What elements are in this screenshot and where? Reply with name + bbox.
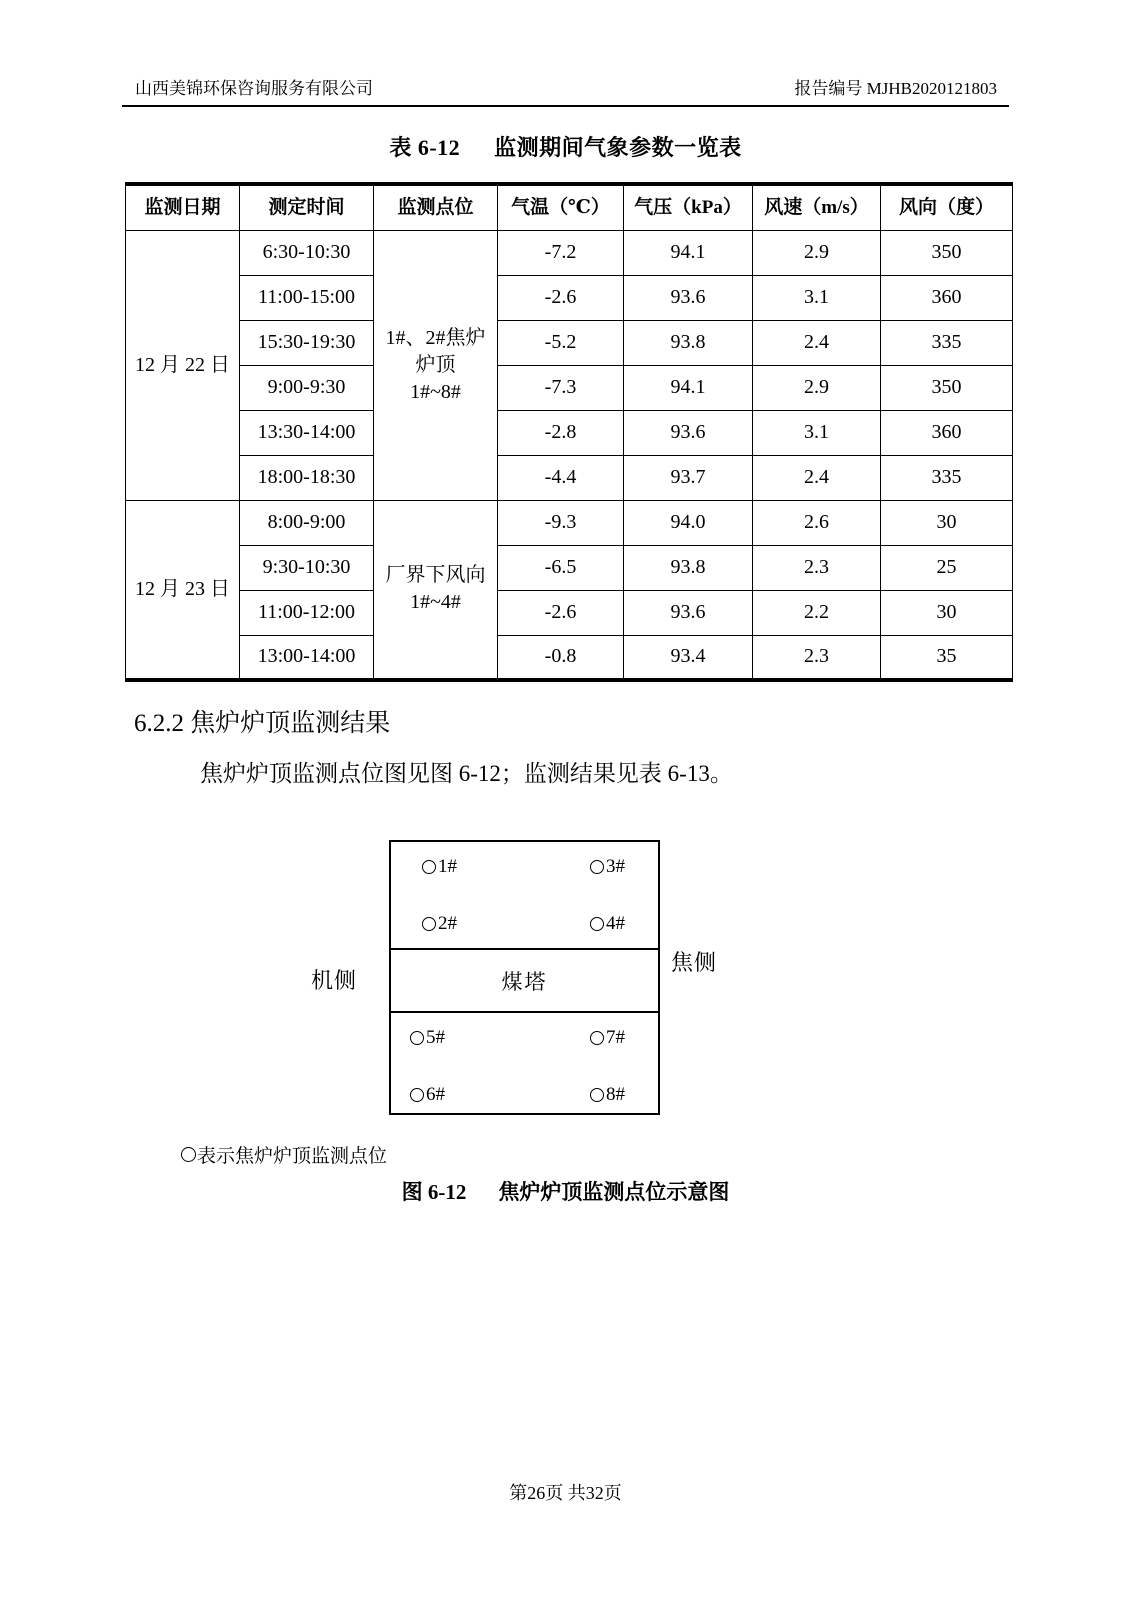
point-label: 7# <box>606 1027 625 1048</box>
time-cell: 13:30-14:00 <box>240 410 374 455</box>
monitor-point-4 <box>590 913 625 935</box>
time-cell: 9:00-9:30 <box>240 365 374 410</box>
pressure-cell: 94.1 <box>624 230 753 275</box>
temp-cell: -0.8 <box>498 635 624 680</box>
point-circle-icon <box>590 1031 604 1045</box>
wind-dir-cell: 360 <box>881 275 1013 320</box>
monitor-point-3 <box>590 856 625 878</box>
pressure-cell: 93.8 <box>624 545 753 590</box>
col-header-pressure: 气压（kPa） <box>624 184 753 230</box>
table-row <box>126 635 1013 680</box>
temp-cell: -2.6 <box>498 275 624 320</box>
figure-caption <box>0 1176 1131 1206</box>
wind-dir-cell: 35 <box>881 635 1013 680</box>
temp-cell: -7.2 <box>498 230 624 275</box>
time-cell: 8:00-9:00 <box>240 500 374 545</box>
table-title-text: 监测期间气象参数一览表 <box>494 135 742 160</box>
diagram-divider-bottom <box>391 1011 658 1013</box>
point-label: 5# <box>426 1027 445 1048</box>
monitor-point-8 <box>590 1084 625 1106</box>
table-row <box>126 365 1013 410</box>
pressure-cell: 93.6 <box>624 410 753 455</box>
site-line: 1#~8# <box>410 380 461 403</box>
pressure-cell: 93.4 <box>624 635 753 680</box>
table-row <box>126 410 1013 455</box>
legend-text: 表示焦炉炉顶监测点位 <box>197 1146 388 1167</box>
temp-cell: -4.4 <box>498 455 624 500</box>
figure-legend <box>181 1141 387 1168</box>
wind-speed-cell: 2.4 <box>753 320 881 365</box>
table-row <box>126 320 1013 365</box>
time-cell: 11:00-15:00 <box>240 275 374 320</box>
wind-speed-cell: 3.1 <box>753 275 881 320</box>
table-row <box>126 545 1013 590</box>
temp-cell: -6.5 <box>498 545 624 590</box>
temp-cell: -7.3 <box>498 365 624 410</box>
page-header <box>122 72 1009 107</box>
pressure-cell: 94.1 <box>624 365 753 410</box>
header-row <box>126 184 1013 230</box>
table-row <box>126 230 1013 275</box>
point-label: 2# <box>438 913 457 934</box>
coke-side-label: 焦侧 <box>671 950 718 975</box>
time-cell: 9:30-10:30 <box>240 545 374 590</box>
wind-dir-cell: 25 <box>881 545 1013 590</box>
wind-speed-cell: 2.2 <box>753 590 881 635</box>
monitor-point-5 <box>410 1027 445 1049</box>
table-row <box>126 455 1013 500</box>
wind-dir-cell: 335 <box>881 455 1013 500</box>
site-line: 1#~4# <box>410 591 461 614</box>
page-footer: 第26页 共32页 <box>509 1483 622 1503</box>
pressure-cell: 94.0 <box>624 500 753 545</box>
wind-speed-cell: 2.9 <box>753 365 881 410</box>
monitor-point-1 <box>422 856 457 878</box>
table-row <box>126 590 1013 635</box>
col-header-temp: 气温（℃） <box>498 184 624 230</box>
coal-tower-label: 煤塔 <box>501 969 548 994</box>
wind-speed-cell: 2.3 <box>753 545 881 590</box>
wind-speed-cell: 2.3 <box>753 635 881 680</box>
point-circle-icon <box>590 1088 604 1102</box>
point-circle-icon <box>422 860 436 874</box>
section-paragraph: 焦炉炉顶监测点位图见图 6-12；监测结果见表 6-13。 <box>200 761 733 786</box>
point-label: 8# <box>606 1084 625 1105</box>
wind-dir-cell: 335 <box>881 320 1013 365</box>
coke-oven-top-diagram <box>389 840 660 1115</box>
date-cell: 12 月 22 日 <box>126 230 240 500</box>
point-circle-icon <box>410 1088 424 1102</box>
section-heading: 6.2.2 焦炉炉顶监测结果 <box>134 710 391 737</box>
temp-cell: -2.6 <box>498 590 624 635</box>
monitor-point-7 <box>590 1027 625 1049</box>
legend-circle-icon <box>181 1147 196 1162</box>
col-header-wind-dir: 风向（度） <box>881 184 1013 230</box>
table-row <box>126 275 1013 320</box>
wind-speed-cell: 2.9 <box>753 230 881 275</box>
figure-caption-text: 焦炉炉顶监测点位示意图 <box>498 1180 730 1204</box>
pressure-cell: 93.6 <box>624 590 753 635</box>
pressure-cell: 93.7 <box>624 455 753 500</box>
wind-speed-cell: 2.4 <box>753 455 881 500</box>
monitor-point-6 <box>410 1084 445 1106</box>
time-cell: 13:00-14:00 <box>240 635 374 680</box>
col-header-site: 监测点位 <box>374 184 498 230</box>
wind-dir-cell: 30 <box>881 590 1013 635</box>
site-line: 1#、2#焦炉 <box>385 326 486 349</box>
date-cell: 12 月 23 日 <box>126 500 240 680</box>
point-circle-icon <box>422 917 436 931</box>
report-number: 报告编号 MJHB2020121803 <box>794 79 997 98</box>
weather-table <box>125 182 1013 682</box>
col-header-wind-speed: 风速（m/s） <box>753 184 881 230</box>
time-cell: 15:30-19:30 <box>240 320 374 365</box>
point-label: 1# <box>438 856 457 877</box>
monitor-point-2 <box>422 913 457 935</box>
wind-dir-cell: 350 <box>881 365 1013 410</box>
site-cell <box>374 500 498 680</box>
point-circle-icon <box>590 860 604 874</box>
col-header-time: 测定时间 <box>240 184 374 230</box>
time-cell: 18:00-18:30 <box>240 455 374 500</box>
company-name: 山西美锦环保咨询服务有限公司 <box>135 79 373 98</box>
wind-dir-cell: 350 <box>881 230 1013 275</box>
pressure-cell: 93.6 <box>624 275 753 320</box>
weather-table-container <box>125 182 1013 682</box>
point-label: 3# <box>606 856 625 877</box>
pressure-cell: 93.8 <box>624 320 753 365</box>
figure-caption-label: 图 6-12 <box>401 1180 467 1204</box>
wind-dir-cell: 30 <box>881 500 1013 545</box>
site-cell <box>374 230 498 500</box>
wind-speed-cell: 3.1 <box>753 410 881 455</box>
site-line: 厂界下风向 <box>385 564 486 587</box>
point-label: 6# <box>426 1084 445 1105</box>
wind-speed-cell: 2.6 <box>753 500 881 545</box>
table-row <box>126 500 1013 545</box>
time-cell: 6:30-10:30 <box>240 230 374 275</box>
point-circle-icon <box>410 1031 424 1045</box>
site-line: 炉顶 <box>415 353 456 376</box>
point-label: 4# <box>606 913 625 934</box>
temp-cell: -5.2 <box>498 320 624 365</box>
wind-dir-cell: 360 <box>881 410 1013 455</box>
temp-cell: -9.3 <box>498 500 624 545</box>
col-header-date: 监测日期 <box>126 184 240 230</box>
time-cell: 11:00-12:00 <box>240 590 374 635</box>
machine-side-label: 机侧 <box>311 968 358 993</box>
point-circle-icon <box>590 917 604 931</box>
table-title <box>0 131 1131 162</box>
table-title-label: 表 6-12 <box>389 135 461 160</box>
temp-cell: -2.8 <box>498 410 624 455</box>
